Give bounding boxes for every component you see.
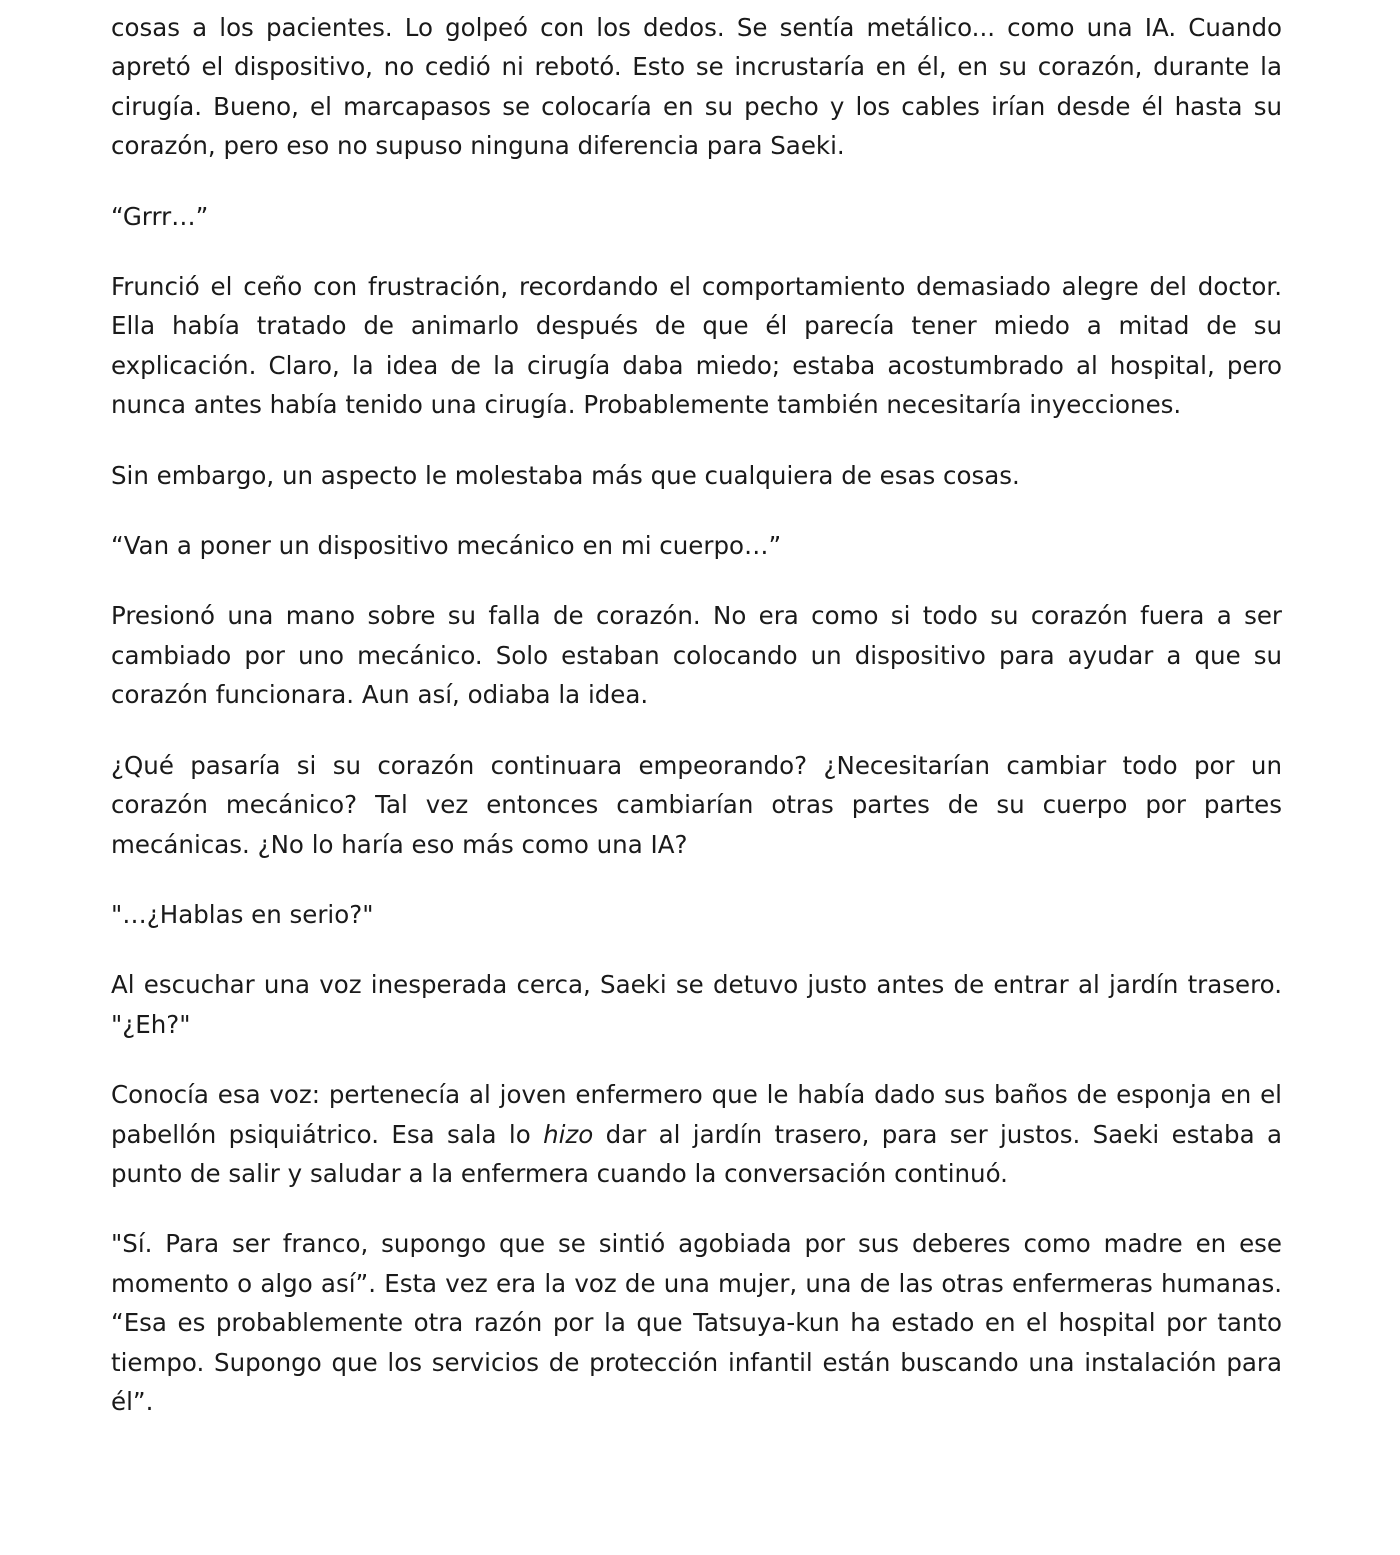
document-page bbox=[111, 8, 1282, 1452]
paragraph-known-voice-start: Conocía esa voz: pertenecía al joven enfermero que le había dado sus baños de esponja en el pabellón psiquiátrico. Esa sala lo bbox=[111, 1080, 1282, 1149]
paragraph-grrr: “Grrr…” bbox=[111, 201, 209, 231]
paragraph-what-if: ¿Qué pasaría si su corazón continuara empeorando? ¿Necesitarían cambiar todo por un corazón mecánico? Tal vez entonces cambiarían otras partes de su cuerpo por partes mecánicas. ¿No lo haría eso más como una IA? bbox=[111, 750, 1282, 859]
paragraph-unexpected-voice: Al escuchar una voz inesperada cerca, Saeki se detuvo justo antes de entrar al jardín trasero. "¿Eh?" bbox=[111, 970, 1282, 1039]
emphasis-hizo: hizo bbox=[543, 1119, 594, 1149]
paragraph-aspect: Sin embargo, un aspecto le molestaba más que cualquiera de esas cosas. bbox=[111, 460, 1020, 490]
paragraph-known-voice-end: dar al jardín trasero, para ser justos. Saeki estaba a punto de salir y saludar a la enfermera cuando la conversación continuó. bbox=[111, 1119, 1282, 1188]
paragraph-heart-failure: Presionó una mano sobre su falla de corazón. No era como si todo su corazón fuera a ser cambiado por uno mecánico. Solo estaban colocando un dispositivo para ayudar a que su corazón funcionara. Aun así, odiaba la idea. bbox=[111, 601, 1282, 710]
paragraph-known-voice bbox=[111, 1075, 1282, 1193]
paragraph-mechanical-device: “Van a poner un dispositivo mecánico en mi cuerpo…” bbox=[111, 531, 782, 561]
paragraph-seriously: "…¿Hablas en serio?" bbox=[111, 899, 374, 929]
paragraph-frustration: Frunció el ceño con frustración, recordando el comportamiento demasiado alegre del doctor. Ella había tratado de animarlo después de que él parecía tener miedo a mitad de su explicación. Claro, la idea de la cirugía daba miedo; estaba acostumbrado al hospital, pero nunca antes había tenido una cirugía. Probablemente también necesitaría inyecciones. bbox=[111, 272, 1282, 420]
paragraph-pacemaker-device: cosas a los pacientes. Lo golpeó con los dedos. Se sentía metálico... como una IA. Cuando apretó el dispositivo, no cedió ni rebotó. Esto se incrustaría en él, en su corazón, durante la cirugía. Bueno, el marcapasos se colocaría en su pecho y los cables irían desde él hasta su corazón, pero eso no supuso ninguna diferencia para Saeki. bbox=[111, 13, 1282, 161]
paragraph-nurse-conversation: "Sí. Para ser franco, supongo que se sintió agobiada por sus deberes como madre en ese momento o algo así”. Esta vez era la voz de una mujer, una de las otras enfermeras humanas. “Esa es probablemente otra razón por la que Tatsuya-kun ha estado en el hospital por tanto tiempo. Supongo que los servicios de protección infantil están buscando una instalación para él”. bbox=[111, 1229, 1282, 1416]
